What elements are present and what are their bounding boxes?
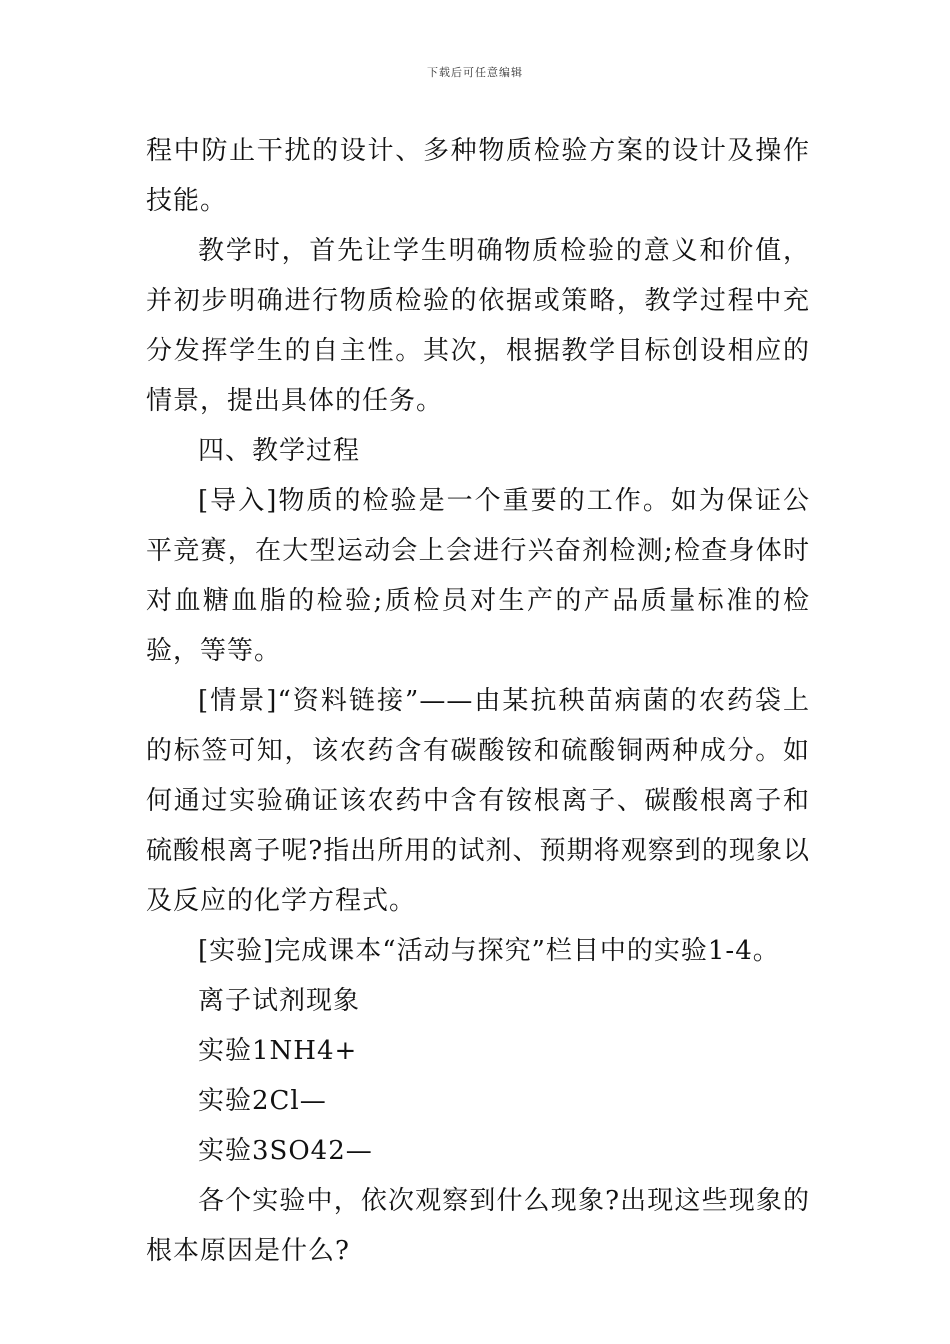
- experiment-2-line: 实验2Cl—: [198, 1086, 327, 1116]
- paragraph-2: 教学时，首先让学生明确物质检验的意义和价值，并初步明确进行物质检验的依据或策略，教学过程中充分发挥学生的自主性。其次，根据教学目标创设相应的情景，提出具体的任务。: [146, 236, 810, 416]
- paragraph-1: 程中防止干扰的设计、多种物质检验方案的设计及操作技能。: [146, 136, 810, 216]
- paragraph-scenario: [情景]“资料链接”——由某抗秧苗病菌的农药袋上的标签可知，该农药含有碳酸铵和硫酸铜两种成分。如何通过实验确证该农药中含有铵根离子、碳酸根离子和硫酸根离子呢?指出所用的试剂、预期将观察到的现象以及反应的化学方程式。: [146, 686, 810, 916]
- paragraph-intro: [导入]物质的检验是一个重要的工作。如为保证公平竞赛，在大型运动会上会进行兴奋剂检测;检查身体时对血糖血脂的检验;质检员对生产的产品质量标准的检验，等等。: [146, 486, 810, 666]
- table-header-line: 离子试剂现象: [198, 986, 361, 1016]
- section-heading: 四、教学过程: [198, 436, 361, 466]
- paragraph-question: 各个实验中，依次观察到什么现象?出现这些现象的根本原因是什么?: [146, 1186, 810, 1266]
- page-header: 下载后可任意编辑: [427, 66, 523, 79]
- experiment-3-line: 实验3SO42—: [198, 1136, 373, 1166]
- paragraph-experiment: [实验]完成课本“活动与探究”栏目中的实验1-4。: [198, 936, 780, 966]
- document-body: [146, 126, 810, 1276]
- experiment-1-line: 实验1NH4+: [198, 1036, 358, 1066]
